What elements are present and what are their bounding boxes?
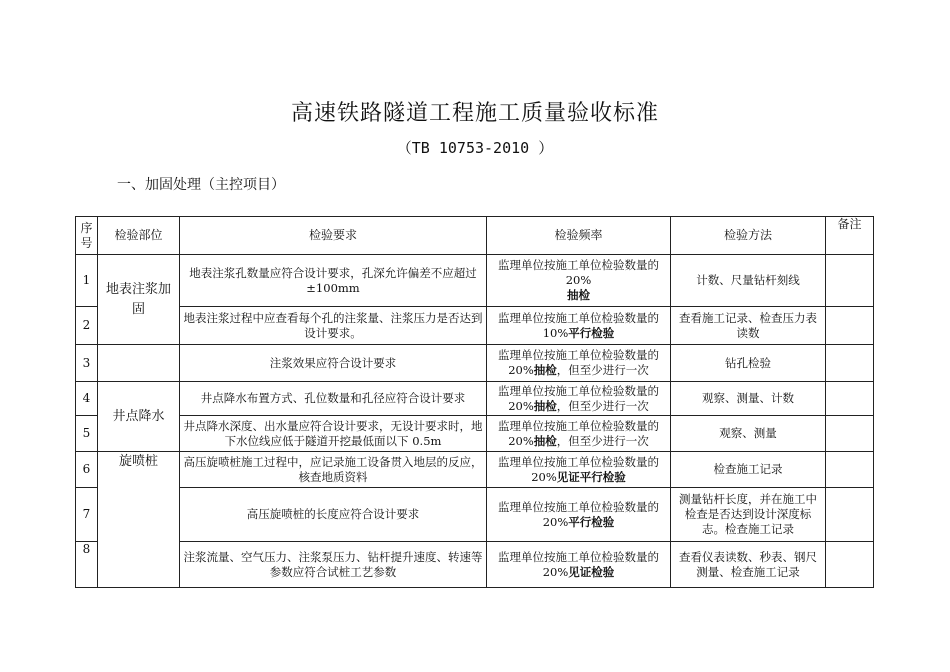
row-number: 1 — [76, 255, 98, 307]
table-row — [76, 542, 874, 588]
row-method: 观察、测量、计数 — [671, 382, 826, 416]
row-frequency: 监理单位按施工单位检验数量的 20%抽检，但至少进行一次 — [487, 345, 671, 382]
row-method: 钻孔检验 — [671, 345, 826, 382]
row-note — [826, 452, 874, 488]
row-frequency: 监理单位按施工单位检验数量的 20%抽检，但至少进行一次 — [487, 382, 671, 416]
row-requirement: 注浆效果应符合设计要求 — [180, 345, 487, 382]
row-method: 观察、测量 — [671, 416, 826, 452]
row-method: 测量钻杆长度，并在施工中检查是否达到设计深度标志。检查施工记录 — [671, 488, 826, 542]
part-jet-grout-pile: 旋喷桩 — [98, 452, 180, 588]
row-number: 5 — [76, 416, 98, 452]
row-frequency: 监理单位按施工单位检验数量的 20%见证检验 — [487, 542, 671, 588]
row-number: 7 — [76, 488, 98, 542]
row-method: 查看施工记录、检查压力表读数 — [671, 307, 826, 345]
row-requirement: 注浆流量、空气压力、注浆泵压力、钻杆提升速度、转速等参数应符合试桩工艺参数 — [180, 542, 487, 588]
row-frequency: 监理单位按施工单位检验数量的 10%平行检验 — [487, 307, 671, 345]
part-surface-grouting: 地表注浆加固 — [98, 255, 180, 345]
table-row — [76, 488, 874, 542]
row-requirement: 地表注浆过程中应查看每个孔的注浆量、注浆压力是否达到设计要求。 — [180, 307, 487, 345]
row-note — [826, 345, 874, 382]
table-row — [76, 452, 874, 488]
row-frequency: 监理单位按施工单位检验数量的 20% 抽检 — [487, 255, 671, 307]
row-frequency: 监理单位按施工单位检验数量的 20%见证平行检验 — [487, 452, 671, 488]
row-requirement: 地表注浆孔数量应符合设计要求，孔深允许偏差不应超过 ±100mm — [180, 255, 487, 307]
row-requirement: 井点降水布置方式、孔位数量和孔径应符合设计要求 — [180, 382, 487, 416]
row-method: 查看仪表读数、秒表、钢尺测量、检查施工记录 — [671, 542, 826, 588]
row-number: 2 — [76, 307, 98, 345]
row-number: 8 — [76, 542, 98, 588]
row-frequency: 监理单位按施工单位检验数量的 20%平行检验 — [487, 488, 671, 542]
row-number: 3 — [76, 345, 98, 382]
standard-code: （TB 10753-2010 ） — [396, 139, 554, 157]
header-method: 检验方法 — [671, 217, 826, 255]
row-requirement: 井点降水深度、出水量应符合设计要求，无设计要求时，地下水位线应低于隧道开挖最低面以下 0.5m — [180, 416, 487, 452]
row-method: 检查施工记录 — [671, 452, 826, 488]
row-method: 计数、尺量钻杆刻线 — [671, 255, 826, 307]
row-note — [826, 542, 874, 588]
table-row — [76, 307, 874, 345]
table-row — [76, 416, 874, 452]
row-requirement: 高压旋喷桩的长度应符合设计要求 — [180, 488, 487, 542]
row-note — [826, 307, 874, 345]
section-heading: 一、加固处理（主控项目） — [117, 177, 285, 193]
inspection-table — [75, 216, 874, 588]
table-header-row — [76, 217, 874, 255]
header-no: 序号 — [76, 217, 98, 255]
table-row — [76, 345, 874, 382]
row-note — [826, 382, 874, 416]
table-row — [76, 382, 874, 416]
header-requirement: 检验要求 — [180, 217, 487, 255]
row-note — [826, 488, 874, 542]
header-part: 检验部位 — [98, 217, 180, 255]
row-frequency: 监理单位按施工单位检验数量的 20%抽检，但至少进行一次 — [487, 416, 671, 452]
table-row — [76, 255, 874, 307]
row-number: 6 — [76, 452, 98, 488]
header-note: 备注 — [826, 217, 874, 255]
row-requirement: 高压旋喷桩施工过程中，应记录施工设备贯入地层的反应，核查地质资料 — [180, 452, 487, 488]
row-note — [826, 416, 874, 452]
part-well-dewatering: 井点降水 — [98, 382, 180, 452]
row-number: 4 — [76, 382, 98, 416]
row-note — [826, 255, 874, 307]
header-frequency: 检验频率 — [487, 217, 671, 255]
row-part-empty — [98, 345, 180, 382]
document-title: 高速铁路隧道工程施工质量验收标准 — [290, 101, 659, 126]
